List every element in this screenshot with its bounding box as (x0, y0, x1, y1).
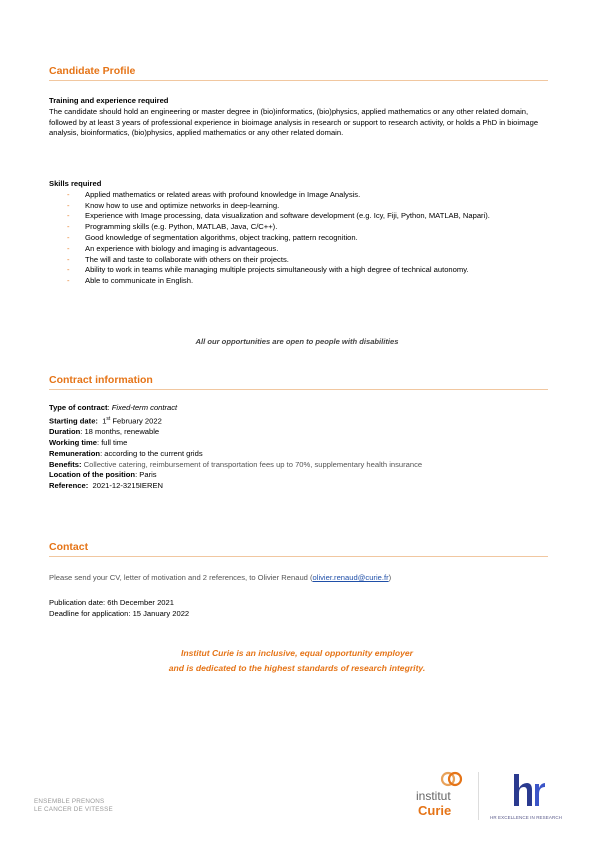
contract-type-value: Fixed-term contract (111, 403, 178, 412)
skill-item: - Ability to work in teams while managing multiple projects simultaneously with a high degree of technical autonomy. (49, 265, 549, 276)
footer-slogan (34, 798, 113, 814)
contact-title: Contact (49, 541, 548, 557)
closing-line-2: and is dedicated to the highest standards of research integrity. (168, 663, 426, 673)
location-label: Location of the position (49, 470, 136, 480)
hr-caption: HR EXCELLENCE IN RESEARCH (490, 815, 563, 820)
contact-email-link[interactable]: olivier.renaud@curie.fr (312, 573, 389, 582)
remuneration-value: : according to the current grids (100, 448, 203, 458)
skill-item: - Good knowledge of segmentation algorithms, object tracking, pattern recognition. (49, 233, 549, 244)
deadline-date: Deadline for application: 15 January 2022 (49, 608, 190, 618)
skill-item: - Programming skills (e.g. Python, MATLAB, Java, C/C++). (49, 222, 549, 233)
contract-title: Contract information (49, 374, 548, 390)
skill-item: - Experience with Image processing, data visualization and software development (e.g. Icy, Fiji, Python, MATLAB, Napari). (49, 211, 549, 222)
closing-statement (0, 646, 594, 676)
candidate-profile-title: Candidate Profile (49, 65, 548, 81)
duration-row (49, 427, 549, 438)
working-time-row (49, 438, 549, 449)
location-value: : Paris (135, 470, 157, 480)
remuneration-row (49, 449, 549, 460)
skill-item: - Able to communicate in English. (49, 276, 549, 287)
hr-excellence-logo-icon (506, 772, 546, 810)
curie-logo-word-institut: institut (416, 789, 451, 803)
skills-list (49, 190, 549, 287)
working-time-label: Working time (49, 437, 97, 447)
slogan-line-1: ENSEMBLE PRENONS (34, 798, 105, 805)
slogan-line-2: LE CANCER DE VITESSE (34, 806, 113, 813)
contract-type-row: Type of contract: Fixed-term contract (49, 403, 178, 412)
benefits-row (49, 460, 549, 471)
reference-value: 2021-12-3215IEREN (92, 481, 163, 491)
dates-block (49, 598, 549, 620)
location-row (49, 470, 549, 481)
curie-logo-word-curie: Curie (418, 803, 452, 818)
skill-item: - Applied mathematics or related areas with profound knowledge in Image Analysis. (49, 190, 549, 201)
contact-text (49, 573, 549, 584)
curie-rings-logo-icon (440, 771, 464, 787)
skills-section (49, 179, 549, 287)
skill-item: - The will and taste to collaborate with others on their projects. (49, 255, 549, 266)
starting-date-suffix: st (106, 415, 111, 422)
skill-item: - An experience with biology and imaging is advantageous. (49, 244, 549, 255)
training-heading: Training and experience required (49, 96, 169, 105)
closing-line-1: Institut Curie is an inclusive, equal opportunity employer (180, 648, 414, 658)
duration-label: Duration (49, 427, 81, 437)
contract-type-label: Type of contract (49, 403, 108, 412)
contract-details (49, 403, 549, 492)
starting-date-row (49, 414, 549, 427)
contact-text-before: Please send your CV, letter of motivation and 2 references, to Olivier Renaud ( (49, 573, 313, 582)
skill-item: - Know how to use and optimize networks in deep-learning. (49, 201, 549, 212)
reference-label: Reference: (49, 481, 89, 491)
footer-divider (478, 772, 479, 820)
training-text: The candidate should hold an engineering or master degree in (bio)informatics, (bio)physics, applied mathematics or any other related domain, followed by at least 3 years of professional experience in bioimage analysis in research or support to research activity, or holds a PhD in bioimage analysis, bioinformatics, (bio)physics, applied mathematics or any other related domain. (49, 106, 539, 138)
starting-date-rest: February 2022 (110, 416, 162, 426)
reference-row (49, 481, 549, 492)
disability-note: All our opportunities are open to people with disabilities (195, 337, 399, 346)
starting-date-label: Starting date: (49, 416, 98, 426)
publication-date: Publication date: 6th December 2021 (49, 598, 174, 607)
working-time-value: : full time (96, 437, 128, 447)
duration-value: : 18 months, renewable (80, 427, 160, 437)
benefits-value: Collective catering, reimbursement of transportation fees up to 70%, supplementary health insurance (81, 459, 423, 469)
skills-heading: Skills required (49, 179, 102, 188)
remuneration-label: Remuneration (49, 448, 101, 458)
starting-date-day: 1 (102, 416, 107, 426)
contact-text-after: ) (388, 573, 392, 582)
benefits-label: Benefits: (49, 459, 82, 469)
training-section (49, 96, 549, 139)
